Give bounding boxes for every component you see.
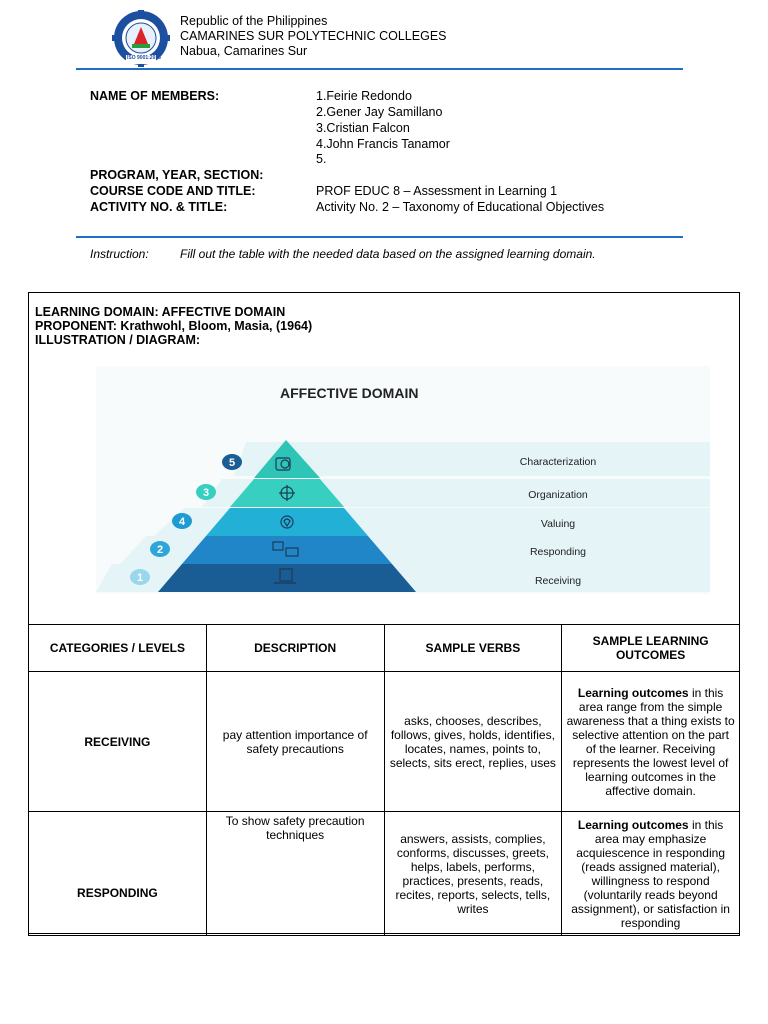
outcome-bold: Learning outcomes (577, 685, 689, 700)
svg-text:1: 1 (136, 572, 144, 584)
course-value: PROF EDUC 8 – Assessment in Learning 1 (316, 184, 558, 198)
header-line-2: CAMARINES SUR POLYTECHNIC COLLEGES (180, 29, 447, 43)
label-characterization: Characterization (519, 456, 597, 468)
header-line-3: Nabua, Camarines Sur (180, 44, 308, 58)
outcome-cell (562, 672, 740, 812)
header-line-1: Republic of the Philippines (180, 14, 328, 28)
category-cell: RECEIVING (29, 672, 207, 812)
badge-2 (150, 541, 170, 557)
instruction-text: Fill out the table with the needed data based on the assigned learning domain. (180, 247, 596, 261)
description-cell: pay attention importance of safety precautions (206, 672, 384, 812)
label-responding: Responding (529, 546, 587, 558)
domain-line: LEARNING DOMAIN: AFFECTIVE DOMAIN (35, 305, 286, 319)
members-label: NAME OF MEMBERS: (90, 89, 220, 103)
table-header-row (29, 625, 740, 672)
program-label: PROGRAM, YEAR, SECTION: (90, 168, 264, 182)
pyramid-level-4 (206, 508, 368, 536)
member-3: 3.Cristian Falcon (316, 121, 410, 135)
pyramid-level-1 (158, 564, 416, 592)
instruction-label: Instruction: (90, 247, 149, 261)
domain-heading (35, 305, 312, 347)
member-1: 1.Feirie Redondo (316, 89, 412, 103)
svg-text:3: 3 (202, 487, 210, 499)
table-row (29, 672, 740, 812)
diagram-title: AFFECTIVE DOMAIN (280, 385, 419, 401)
activity-value: Activity No. 2 – Taxonomy of Educational Objectives (316, 200, 605, 214)
member-5: 5. (316, 152, 327, 166)
verbs-cell: answers, assists, complies, conforms, discusses, greets, helps, labels, performs, practices, presents, reads, recites, reports, selects, tells, writes (384, 812, 562, 936)
badge-4 (172, 513, 192, 529)
outcome-text: in this area range from the simple awareness that a thing exists to selective attention on the part of the learner. Receiving represents the lowest level of learning outcomes in the affective domain. (566, 685, 735, 798)
verbs-cell: asks, chooses, describes, follows, gives, holds, identifies, locates, names, points to, selects, sits erect, replies, uses (384, 672, 562, 812)
svg-text:4: 4 (178, 516, 186, 528)
svg-text:2: 2 (156, 544, 164, 556)
outcome-bold: Learning outcomes (577, 817, 689, 832)
info-divider (76, 236, 683, 238)
badge-5 (222, 454, 242, 470)
pyramid-level-2 (182, 536, 392, 564)
svg-text:5: 5 (228, 457, 236, 469)
activity-label: ACTIVITY NO. & TITLE: (90, 200, 228, 214)
label-receiving: Receiving (534, 575, 582, 587)
badge-3 (196, 484, 216, 500)
taxonomy-table (28, 624, 740, 936)
table-row (29, 812, 740, 936)
header-sample-verbs: SAMPLE VERBS (384, 625, 562, 672)
header-sample-outcomes: SAMPLE LEARNING OUTCOMES (562, 625, 740, 672)
header-categories: CATEGORIES / LEVELS (29, 625, 207, 672)
header-description: DESCRIPTION (206, 625, 384, 672)
illustration-line: ILLUSTRATION / DIAGRAM: (35, 333, 201, 347)
label-valuing: Valuing (540, 518, 576, 530)
logo-iso-text: ISO 9001:2015 (127, 55, 161, 61)
outcome-text: in this area may emphasize acquiescence in responding (reads assigned material), willingness to respond (voluntarily reads beyond assignment), or satisfaction in responding (571, 817, 730, 930)
label-organization: Organization (528, 489, 588, 501)
category-cell: RESPONDING (29, 812, 207, 936)
affective-domain-diagram (96, 366, 710, 594)
member-4: 4.John Francis Tanamor (316, 137, 450, 151)
course-label: COURSE CODE AND TITLE: (90, 184, 256, 198)
activity-info (0, 0, 768, 230)
proponent-line: PROPONENT: Krathwohl, Bloom, Masia, (1964) (35, 319, 313, 333)
outcome-cell (562, 812, 740, 936)
badge-1 (130, 569, 150, 585)
member-2: 2.Gener Jay Samillano (316, 105, 443, 119)
description-cell: To show safety precaution techniques (206, 812, 384, 936)
